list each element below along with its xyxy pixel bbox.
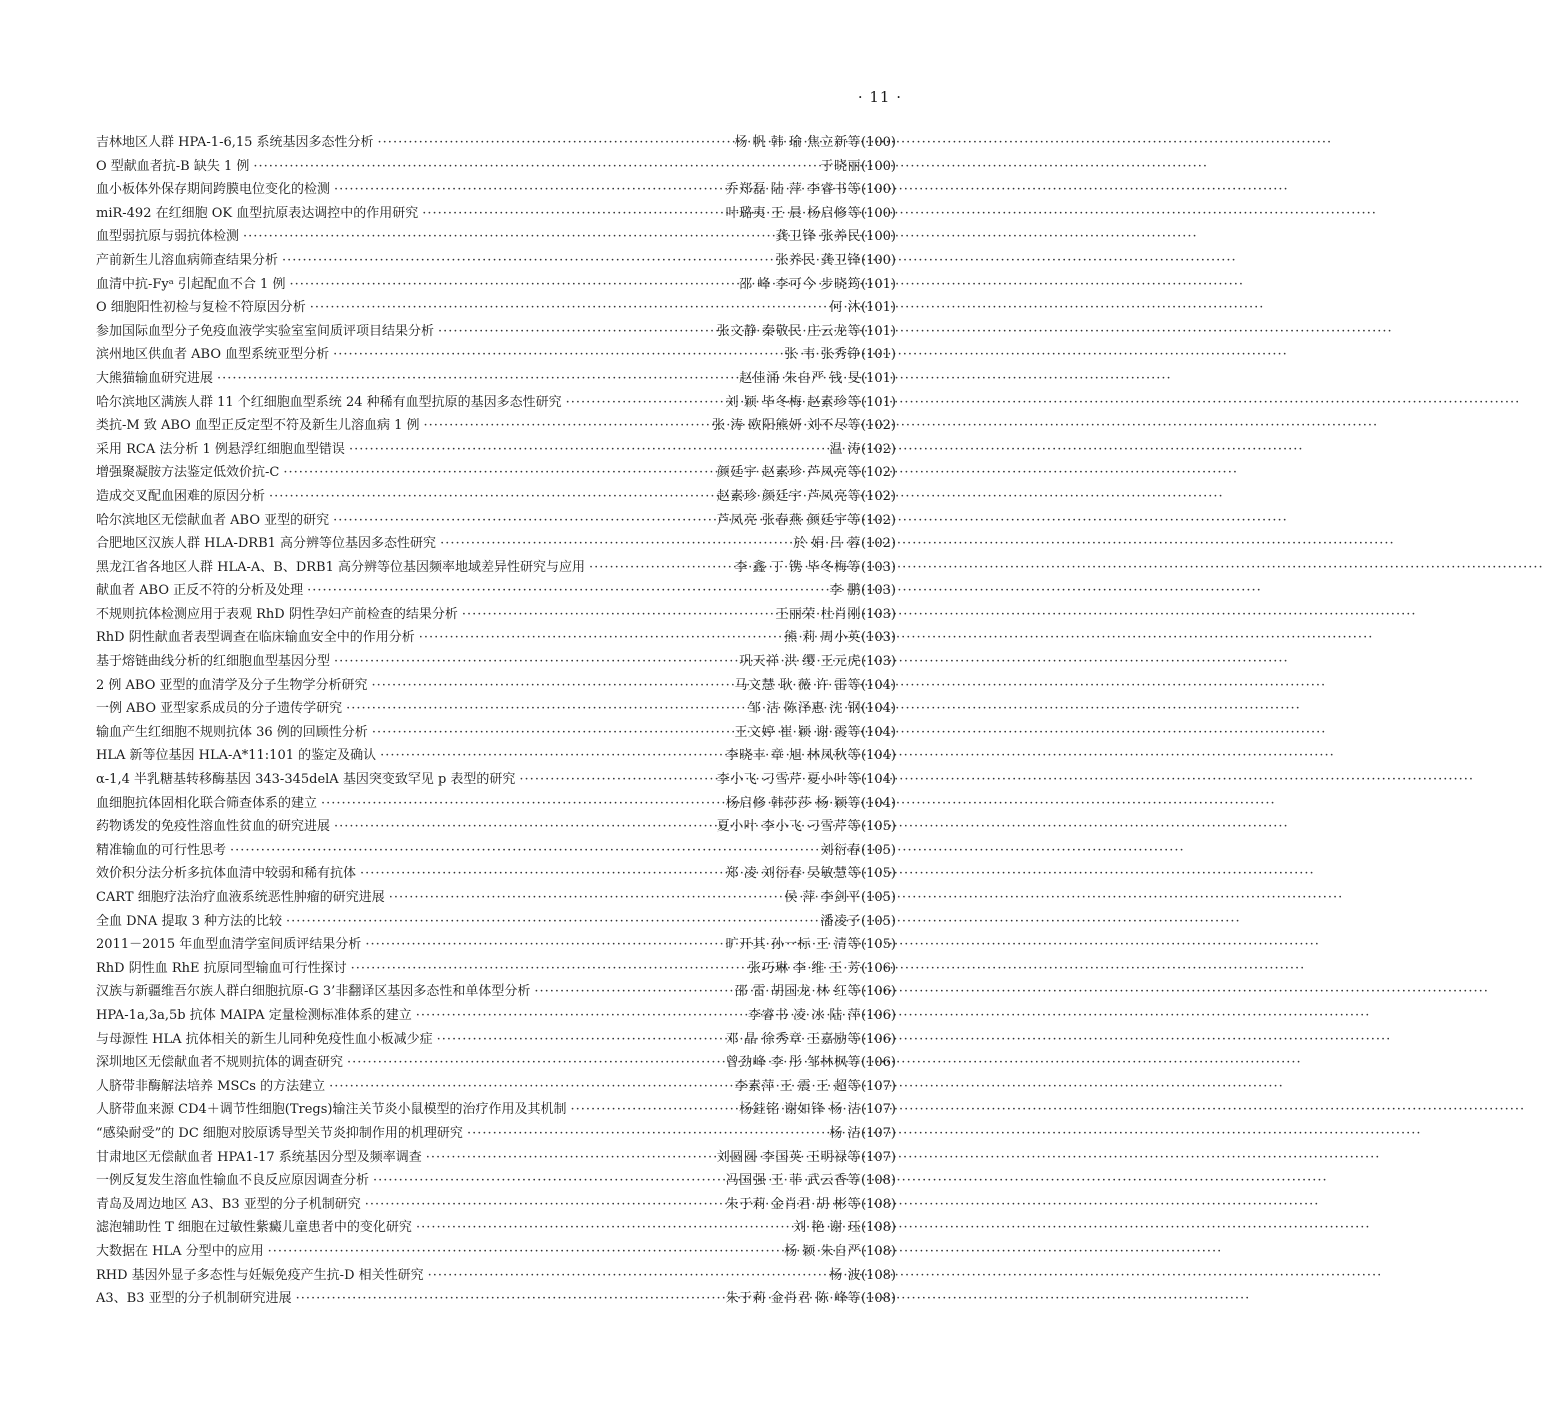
dot-leader [419,414,712,438]
toc-entry [96,225,896,249]
entry-authors: 李素萍 王 震 王 超等 [734,1078,862,1094]
entry-authors: 王丽荣 杜肖刚 [775,606,862,622]
entry-title: 甘肃地区无偿献血者 HPA1-17 系统基因分型及频率调查 [96,1149,422,1165]
entry-page: (108) [861,1267,896,1283]
toc-entry [96,343,896,367]
entry-page: (108) [861,1291,896,1307]
dot-leader [585,556,735,580]
entry-page: (104) [861,772,896,788]
entry-title: 滤泡辅助性 T 细胞在过敏性紫癜儿童患者中的变化研究 [96,1220,412,1236]
entry-title: 一例反复发生溶血性输血不良反应原因调查分析 [96,1173,370,1189]
entry-page: (101) [861,347,896,363]
entry-title: 产前新生儿溶血病筛查结果分析 [96,252,279,268]
dot-leader [265,485,717,509]
entry-authors: 李睿书 凌 冰 陆 萍 [748,1007,862,1023]
toc-entry [96,1264,896,1288]
dot-leader [422,1146,717,1170]
entry-authors: 曾劲峰 李 彤 邹林枫等 [725,1055,862,1071]
dot-leader [345,438,829,462]
entry-title: A3、B3 亚型的分子机制研究进展 [96,1291,292,1307]
entry-title: 献血者 ABO 正反不符的分析及处理 [96,583,304,599]
toc-entry [96,1169,896,1193]
entry-page: (105) [861,937,896,953]
entry-authors: 邵 雷 胡国龙 林 红等 [734,984,862,1000]
entry-title: 黑龙江省各地区人群 HLA-A、B、DRB1 高分辨等位基因频率地域差异性研究与应用 [96,559,585,575]
entry-title: 输血产生红细胞不规则抗体 36 例的回顾性分析 [96,724,368,740]
toc-entry [96,933,896,957]
dot-leader [361,933,725,957]
toc-entry [96,296,896,320]
entry-page: (107) [861,1078,896,1094]
dot-leader [239,225,775,249]
dot-leader [562,391,726,415]
dot-leader [342,697,748,721]
entry-title: 全血 DNA 提取 3 种方法的比较 [96,913,282,929]
toc-entry [96,414,896,438]
entry-authors: 温 涛 [829,441,862,457]
entry-page: (100) [861,252,896,268]
entry-title: 一例 ABO 亚型家系成员的分子遗传学研究 [96,701,343,717]
entry-title: 大熊猫输血研究进展 [96,370,214,386]
toc-entry [96,792,896,816]
entry-page: (103) [861,606,896,622]
entry-authors: 杨 波 [829,1267,862,1283]
toc-entry [96,178,896,202]
entry-page: (105) [861,819,896,835]
entry-page: (105) [861,890,896,905]
toc-entry [96,1146,896,1170]
entry-page: (103) [861,559,896,575]
dot-leader [343,1051,726,1075]
entry-authors: 刘 艳 谢 珏 [793,1220,862,1236]
toc-entry [96,721,896,745]
dot-leader [369,1169,726,1193]
entry-title: 哈尔滨地区满族人群 11 个红细胞血型系统 24 种稀有血型抗原的基因多态性研究 [96,394,562,410]
entry-title: HPA-1a,3a,5b 抗体 MAIPA 定量检测标准体系的建立 [96,1007,412,1023]
dot-leader [376,744,725,768]
entry-authors: 张文静 秦敬民 庄云龙等 [716,323,862,339]
entry-title: 深圳地区无偿献血者不规则抗体的调查研究 [96,1055,344,1071]
dot-leader [434,320,717,344]
dot-leader [515,768,716,792]
entry-page: (106) [861,960,896,976]
entry-authors: 张 韦 张秀铮 [784,347,862,363]
entry-authors: 颜廷宇 赵素珍 芦凤亮等 [716,465,862,481]
entry-page: (105) [861,913,896,929]
entry-page: (108) [861,1173,896,1189]
dot-leader [285,273,739,297]
toc-entry [96,768,896,792]
entry-title: 合肥地区汉族人群 HLA-DRB1 高分辨等位基因多态性研究 [96,536,437,552]
toc-entry [96,815,896,839]
entry-title: 吉林地区人群 HPA-1-6,15 系统基因多态性分析 [96,135,374,150]
entry-page: (105) [861,842,896,858]
toc-entry [96,1051,896,1075]
entry-title: “感染耐受”的 DC 细胞对胶原诱导型关节炎抑制作用的机理研究 [96,1125,463,1141]
entry-authors: 于晓丽 [820,158,862,174]
dot-leader [303,579,829,603]
entry-page: (103) [861,630,896,646]
dot-leader [368,721,735,745]
toc-entry [96,202,896,226]
toc-entry [96,1193,896,1217]
entry-page: (104) [861,748,896,764]
entry-page: (101) [861,276,896,292]
entry-title: α-1,4 半乳糖基转移酶基因 343-345delA 基因突变致罕见 p 表型的研究 [96,772,516,788]
dot-leader [330,815,717,839]
entry-authors: 杨 洁 [829,1125,862,1141]
entry-authors: 刘 颖 毕冬梅 赵素珍等 [725,394,862,410]
entry-title: 滨州地区供血者 ABO 血型系统亚型分析 [96,347,330,363]
entry-page: (106) [861,984,896,1000]
entry-authors: 张巧琳 李 维 王 芳 [748,960,862,976]
entry-title: 人脐带血来源 CD4＋调节性细胞(Tregs)输注关节炎小鼠模型的治疗作用及其机制 [96,1102,567,1118]
entry-page: (106) [861,1007,896,1023]
entry-title: 青岛及周边地区 A3、B3 亚型的分子机制研究 [96,1196,361,1212]
entry-title: 效价积分法分析多抗体血清中较弱和稀有抗体 [96,866,357,882]
toc-entry [96,249,896,273]
entry-page: (103) [861,583,896,599]
entry-authors: 郑 凌 刘衍春 吴敏慧等 [725,866,862,882]
entry-authors: 潘凌子 [820,913,862,929]
toc-entry [96,980,896,1004]
dot-leader [418,202,725,226]
toc-entry [96,367,896,391]
dot-leader [329,343,784,367]
toc-entry [96,886,896,910]
dot-leader [368,674,735,698]
entry-page: (100) [861,205,896,221]
dot-leader [458,603,776,627]
entry-page: (100) [861,182,896,198]
entry-title: 血型弱抗原与弱抗体检测 [96,229,240,245]
toc-entry [96,509,896,533]
dot-leader [330,650,739,674]
entry-title: RHD 基因外显子多态性与妊娠免疫产生抗-D 相关性研究 [96,1267,424,1283]
toc-entry [96,1075,896,1099]
dot-leader [264,1240,785,1264]
dot-leader [329,509,717,533]
dot-leader [249,155,820,179]
toc-entry [96,744,896,768]
toc-entry [96,532,896,556]
dot-leader [226,839,821,863]
dot-leader [385,886,785,910]
entry-authors: 李 鹏 [829,583,862,599]
entry-authors: 朱于莉 金肖君 陈 峰等 [725,1291,862,1307]
entry-title: O 型献血者抗-B 缺失 1 例 [96,158,250,174]
entry-page: (108) [861,1196,896,1212]
dot-leader [374,131,735,155]
entry-page: (106) [861,1031,896,1047]
entry-authors: 杨銈铭 谢如锋 杨 洁 [739,1102,862,1118]
dot-leader [412,1216,793,1240]
entry-authors: 朱于莉 金肖君 胡 彬等 [725,1196,862,1212]
toc-entry [96,1122,896,1146]
entry-authors: 张 涛 欧阳熊妍 刘不尽等 [712,418,862,434]
toc-entry [96,674,896,698]
toc-entry [96,485,896,509]
entry-authors: 芦凤亮 张春燕 颜廷宇等 [716,512,862,528]
entry-title: HLA 新等位基因 HLA-A*11:101 的鉴定及确认 [96,748,377,764]
entry-authors: 邓 晶 徐秀章 王嘉励等 [725,1031,862,1047]
entry-authors: 夏小叶 李小飞 刁雪芹等 [716,819,862,835]
entry-page: (102) [861,512,896,528]
entry-authors: 熊 莉 周小英 [784,630,862,646]
entry-page: (104) [861,701,896,717]
entry-page: (101) [861,323,896,339]
entry-authors: 李晓丰 章 旭 林凤秋等 [725,748,862,764]
entry-title: 人脐带非酶解法培养 MSCs 的方法建立 [96,1078,326,1094]
entry-authors: 邵 峰 李可今 步晓筠 [739,276,862,292]
dot-leader [292,1287,726,1311]
entry-authors: 杨 帆 韩 瑜 焦立新等 [734,135,862,150]
entry-page: (102) [861,536,896,552]
toc-entry [96,320,896,344]
entry-title: 2 例 ABO 亚型的血清学及分子生物学分析研究 [96,677,368,693]
entry-title: RhD 阴性血 RhE 抗原同型输血可行性探讨 [96,960,347,976]
toc-entry [96,910,896,934]
entry-authors: 何 沐 [829,300,862,316]
toc-entry [96,131,896,155]
entry-page: (103) [861,654,896,670]
entry-page: (107) [861,1102,896,1118]
entry-title: 采用 RCA 法分析 1 例悬浮红细胞血型错误 [96,441,345,457]
entry-title: miR-492 在红细胞 OK 血型抗原表达调控中的作用研究 [96,205,419,221]
dot-leader [306,296,830,320]
entry-authors: 於 娟 吕 蓉 [793,536,862,552]
entry-authors: 李小飞 刁雪芹 夏小叶等 [716,772,862,788]
entry-page: (102) [861,418,896,434]
entry-title: 与母源性 HLA 抗体相关的新生儿同种免疫性血小板减少症 [96,1031,433,1047]
entry-authors: 邹 洁 陈泽惠 沈 钢 [748,701,862,717]
entry-authors: 侯 萍 李剑平 [784,890,862,905]
dot-leader [424,1264,830,1288]
entry-title: 不规则抗体检测应用于表观 RhD 阴性孕妇产前检查的结果分析 [96,606,458,622]
toc-entry [96,461,896,485]
dot-leader [356,862,726,886]
toc-entry [96,1240,896,1264]
entry-page: (107) [861,1149,896,1165]
dot-leader [436,532,793,556]
toc-entry [96,273,896,297]
toc-entry [96,1216,896,1240]
entry-authors: 杨 颖 朱自严 [784,1243,862,1259]
entry-authors: 冯国强 王 菲 武云香等 [725,1173,862,1189]
entry-page: (105) [861,866,896,882]
entry-page: (104) [861,677,896,693]
toc-entry [96,1287,896,1311]
table-of-contents [96,131,896,1311]
entry-authors: 刘圆圆 李国英 王明禄等 [716,1149,862,1165]
entry-title: 造成交叉配血困难的原因分析 [96,488,266,504]
entry-authors: 乔郑磊 陆 萍 李睿书等 [725,182,862,198]
dot-leader [412,1004,748,1028]
entry-title: 汉族与新疆维吾尔族人群白细胞抗原-G 3’非翻译区基因多态性和单体型分析 [96,984,531,1000]
toc-entry [96,438,896,462]
entry-page: (100) [861,135,896,150]
toc-entry [96,650,896,674]
entry-authors: 马文慧 耿 薇 许 雷等 [734,677,862,693]
entry-page: (108) [861,1220,896,1236]
dot-leader [463,1122,829,1146]
entry-authors: 龚卫锋 张养民 [775,229,862,245]
entry-page: (104) [861,724,896,740]
dot-leader [415,626,785,650]
dot-leader [433,1028,726,1052]
entry-page: (102) [861,488,896,504]
entry-authors: 赵素珍 颜廷宇 芦凤亮等 [716,488,862,504]
entry-authors: 刘衍春 [820,842,862,858]
toc-entry [96,1028,896,1052]
toc-entry [96,839,896,863]
dot-leader [278,249,775,273]
entry-page: (107) [861,1125,896,1141]
toc-entry [96,556,896,580]
entry-title: CART 细胞疗法治疗血液系统恶性肿瘤的研究进展 [96,890,385,905]
entry-page: (101) [861,300,896,316]
entry-title: 精准输血的可行性思考 [96,842,227,858]
entry-page: (102) [861,441,896,457]
dot-leader [347,957,748,981]
toc-entry [96,626,896,650]
dot-leader [213,367,739,391]
entry-title: 血清中抗-Fyᵃ 引起配血不合 1 例 [96,276,286,292]
entry-title: 类抗-M 致 ABO 血型正反定型不符及新生儿溶血病 1 例 [96,418,420,434]
entry-authors: 王文婷 崔 颖 谢 霞等 [734,724,862,740]
entry-page: (104) [861,795,896,811]
entry-title: 哈尔滨地区无偿献血者 ABO 亚型的研究 [96,512,330,528]
entry-title: 血细胞抗体固相化联合筛查体系的建立 [96,795,318,811]
entry-page: (100) [861,158,896,174]
dot-leader [361,1193,726,1217]
entry-authors: 赵佳涌 朱自严 钱 旻 [739,370,862,386]
entry-title: 大数据在 HLA 分型中的应用 [96,1243,264,1259]
entry-authors: 巩天祥 洪 缨 王元虎 [739,654,862,670]
entry-page: (102) [861,465,896,481]
dot-leader [282,910,821,934]
entry-page: (108) [861,1243,896,1259]
entry-page: (101) [861,394,896,410]
entry-title: 2011－2015 年血型血清学室间质评结果分析 [96,937,362,953]
dot-leader [530,980,734,1004]
toc-entry [96,579,896,603]
entry-title: 药物诱发的免疫性溶血性贫血的研究进展 [96,819,331,835]
dot-leader [330,178,726,202]
entry-title: 基于熔链曲线分析的红细胞血型基因分型 [96,654,331,670]
entry-title: 参加国际血型分子免疫血液学实验室室间质评项目结果分析 [96,323,435,339]
toc-entry [96,957,896,981]
dot-leader [317,792,726,816]
entry-page: (100) [861,229,896,245]
toc-entry [96,862,896,886]
dot-leader [325,1075,734,1099]
page-number: · 11 · [857,88,902,106]
entry-title: O 细胞阳性初检与复检不符原因分析 [96,300,306,316]
toc-entry [96,1004,896,1028]
dot-leader [567,1098,740,1122]
entry-authors: 叶璐夷 王 晨 杨启修等 [725,205,862,221]
entry-authors: 杨启修 韩莎莎 杨 颖等 [725,795,862,811]
toc-entry [96,391,896,415]
entry-authors: 旷开其 孙一标 王 清等 [725,937,862,953]
toc-entry [96,603,896,627]
toc-entry [96,1098,896,1122]
entry-authors: 李 鑫 丁 镌 毕冬梅等 [734,559,862,575]
toc-entry [96,155,896,179]
dot-leader [279,461,716,485]
entry-page: (101) [861,370,896,386]
entry-title: 增强聚凝胺方法鉴定低效价抗-C [96,465,280,481]
entry-title: 血小板体外保存期间跨膜电位变化的检测 [96,182,331,198]
toc-entry [96,697,896,721]
entry-authors: 张养民 龚卫锋 [775,252,862,268]
entry-page: (106) [861,1055,896,1071]
entry-title: RhD 阴性献血者表型调查在临床输血安全中的作用分析 [96,630,415,646]
